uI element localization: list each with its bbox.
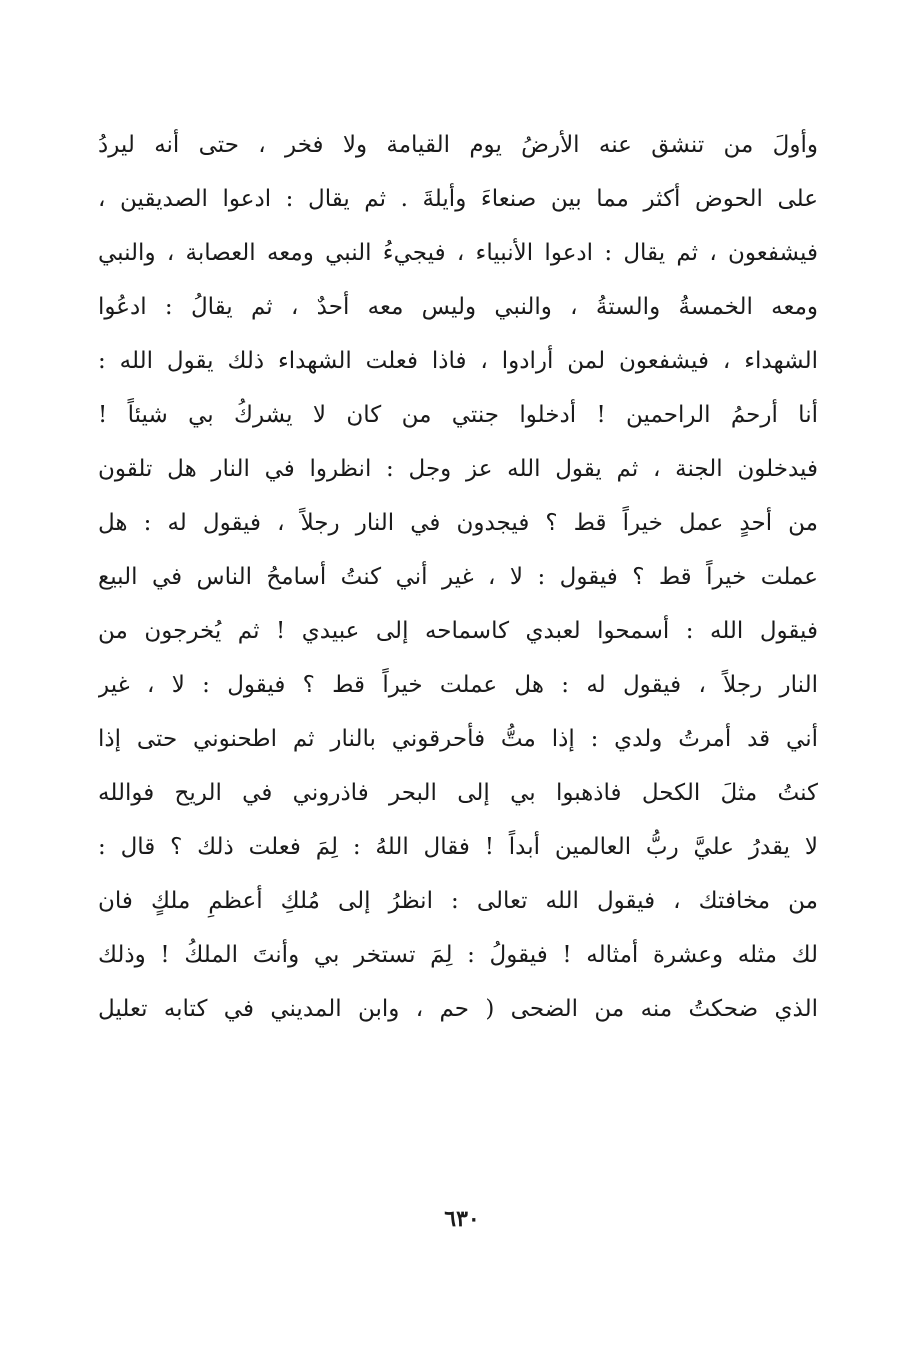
text-line: على الحوض أكثر مما بين صنعاءَ وأيلةَ . ثم يقال : ادعوا الصديقين ، (98, 186, 818, 212)
text-line: أنا أرحمُ الراحمين ! أدخلوا جنتي من كان لا يشركُ بي شيئاً ! (98, 402, 818, 428)
text-line: وأولَ من تنشق عنه الأرضُ يوم القيامة ولا فخر ، حتى أنه ليردُ (98, 132, 818, 158)
text-line: عملت خيراً قط ؟ فيقول : لا ، غير أني كنتُ أسامحُ الناس في البيع (98, 564, 818, 590)
text-line: كنتُ مثلَ الكحل فاذهبوا بي إلى البحر فاذروني في الريح فوالله (98, 780, 818, 806)
text-line: فيقول الله : أسمحوا لعبدي كاسماحه إلى عبيدي ! ثم يُخرجون من (98, 618, 818, 644)
page-number: ٦٣٠ (444, 1206, 480, 1232)
text-line: فيشفعون ، ثم يقال : ادعوا الأنبياء ، فيجيءُ النبي ومعه العصابة ، والنبي (98, 240, 818, 266)
text-line: لك مثله وعشرة أمثاله ! فيقولُ : لِمَ تستخر بي وأنتَ الملكُ ! وذلك (98, 942, 818, 968)
text-line: الشهداء ، فيشفعون لمن أرادوا ، فاذا فعلت الشهداء ذلك يقول الله : (98, 348, 818, 374)
text-line: ومعه الخمسةُ والستةُ ، والنبي وليس معه أحدٌ ، ثم يقالُ : ادعُوا (98, 294, 818, 320)
text-line: أني قد أمرتُ ولدي : إذا متُّ فأحرقوني بالنار ثم اطحنوني حتى إذا (98, 726, 818, 752)
text-line: النار رجلاً ، فيقول له : هل عملت خيراً قط ؟ فيقول : لا ، غير (98, 672, 818, 698)
text-line: فيدخلون الجنة ، ثم يقول الله عز وجل : انظروا في النار هل تلقون (98, 456, 818, 482)
text-line: لا يقدرُ عليَّ ربُّ العالمين أبداً ! فقال اللهُ : لِمَ فعلت ذلك ؟ قال : (98, 834, 818, 860)
body-text (98, 118, 818, 1036)
text-line: من أحدٍ عمل خيراً قط ؟ فيجدون في النار رجلاً ، فيقول له : هل (98, 510, 818, 536)
text-line: من مخافتك ، فيقول الله تعالى : انظرُ إلى مُلكِ أعظمِ ملكٍ فان (98, 888, 818, 914)
text-line: الذي ضحكتُ منه من الضحى ( حم ، وابن المديني في كتابه تعليل (98, 996, 818, 1022)
